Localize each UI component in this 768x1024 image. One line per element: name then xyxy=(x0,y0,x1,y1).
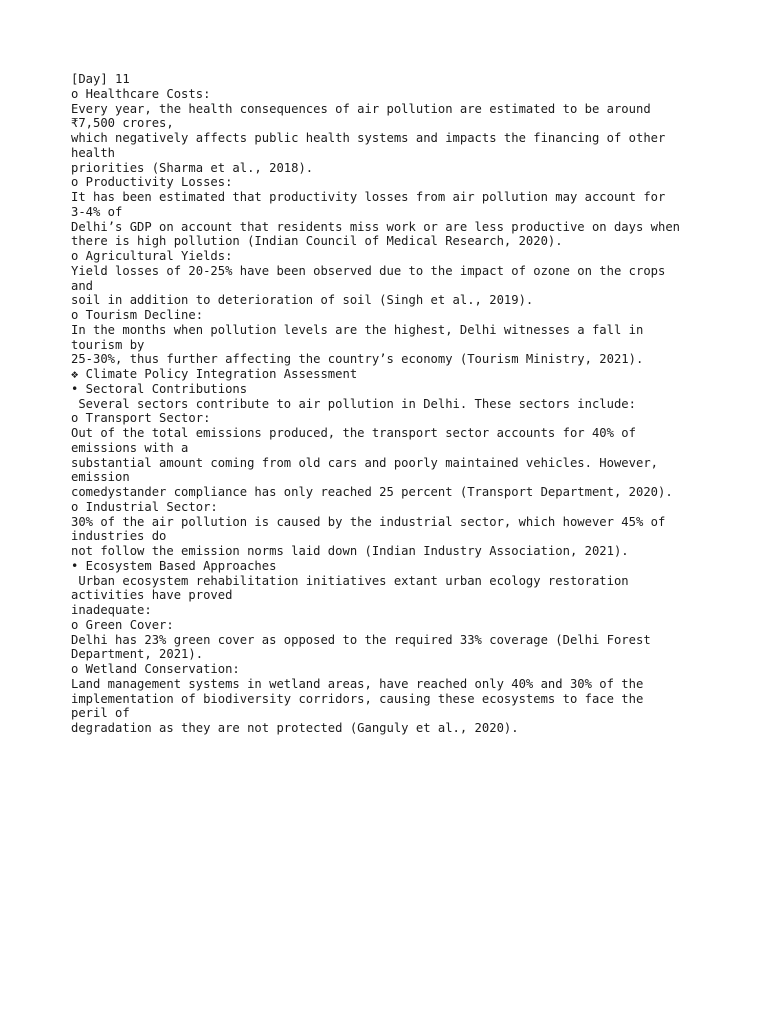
text-line: In the months when pollution levels are the highest, Delhi witnesses a fall in xyxy=(71,322,644,337)
text-line: Yield losses of 20-25% have been observed due to the impact of ozone on the crops xyxy=(71,263,666,278)
text-line: there is high pollution (Indian Council of Medical Research, 2020). xyxy=(71,234,563,249)
document-page xyxy=(71,72,751,736)
text-line: Several sectors contribute to air pollution in Delhi. These sectors include: xyxy=(71,396,636,411)
text-line: o Transport Sector: xyxy=(71,411,211,426)
text-line: Delhi has 23% green cover as opposed to the required 33% coverage (Delhi Forest xyxy=(71,632,651,647)
text-line: which negatively affects public health systems and impacts the financing of other xyxy=(71,131,666,145)
text-line: health xyxy=(71,145,116,160)
text-line: Urban ecosystem rehabilitation initiatives extant urban ecology restoration xyxy=(71,573,629,588)
text-line: tourism by xyxy=(71,337,145,352)
text-line: ❖ Climate Policy Integration Assessment xyxy=(71,367,358,381)
text-line: Every year, the health consequences of air pollution are estimated to be around xyxy=(71,101,651,116)
text-line: implementation of biodiversity corridors, causing these ecosystems to face the xyxy=(71,691,644,706)
text-line: and xyxy=(71,278,94,293)
text-line: Delhi’s GDP on account that residents miss work or are less productive on days when xyxy=(71,219,681,234)
text-line: ₹7,500 crores, xyxy=(71,116,174,131)
text-line: o Productivity Losses: xyxy=(71,175,233,190)
text-line: 30% of the air pollution is caused by the industrial sector, which however 45% of xyxy=(71,514,666,529)
text-line: o Agricultural Yields: xyxy=(71,249,233,263)
text-line: • Ecosystem Based Approaches xyxy=(71,558,277,573)
text-line: substantial amount coming from old cars and poorly maintained vehicles. However, xyxy=(71,455,658,470)
text-line: • Sectoral Contributions xyxy=(71,381,248,396)
text-line: priorities (Sharma et al., 2018). xyxy=(71,160,314,175)
text-line: degradation as they are not protected (Ganguly et al., 2020). xyxy=(71,721,519,735)
text-line: o Healthcare Costs: xyxy=(71,86,211,101)
text-line: comedystander compliance has only reached 25 percent (Transport Department, 2020). xyxy=(71,485,673,499)
text-line: peril of xyxy=(71,706,130,721)
text-line: industries do xyxy=(71,529,167,544)
text-line: soil in addition to deterioration of soil (Singh et al., 2019). xyxy=(71,293,534,308)
text-line: Land management systems in wetland areas, have reached only 40% and 30% of the xyxy=(71,676,644,691)
text-line: [Day] 11 xyxy=(71,72,130,86)
text-line: o Tourism Decline: xyxy=(71,308,204,322)
text-line: o Green Cover: xyxy=(71,617,174,632)
text-line: activities have proved xyxy=(71,588,233,603)
text-line: o Industrial Sector: xyxy=(71,499,218,514)
text-line: Out of the total emissions produced, the transport sector accounts for 40% of xyxy=(71,426,636,440)
text-line: Department, 2021). xyxy=(71,647,204,662)
text-line: o Wetland Conservation: xyxy=(71,662,240,676)
text-line: inadequate: xyxy=(71,603,152,617)
text-line: emissions with a xyxy=(71,440,189,455)
text-line: not follow the emission norms laid down (Indian Industry Association, 2021). xyxy=(71,544,629,558)
text-line: emission xyxy=(71,470,130,485)
text-line: 25-30%, thus further affecting the country’s economy (Tourism Ministry, 2021). xyxy=(71,352,644,367)
text-line: It has been estimated that productivity losses from air pollution may account for xyxy=(71,190,666,204)
text-line: 3-4% of xyxy=(71,204,123,219)
